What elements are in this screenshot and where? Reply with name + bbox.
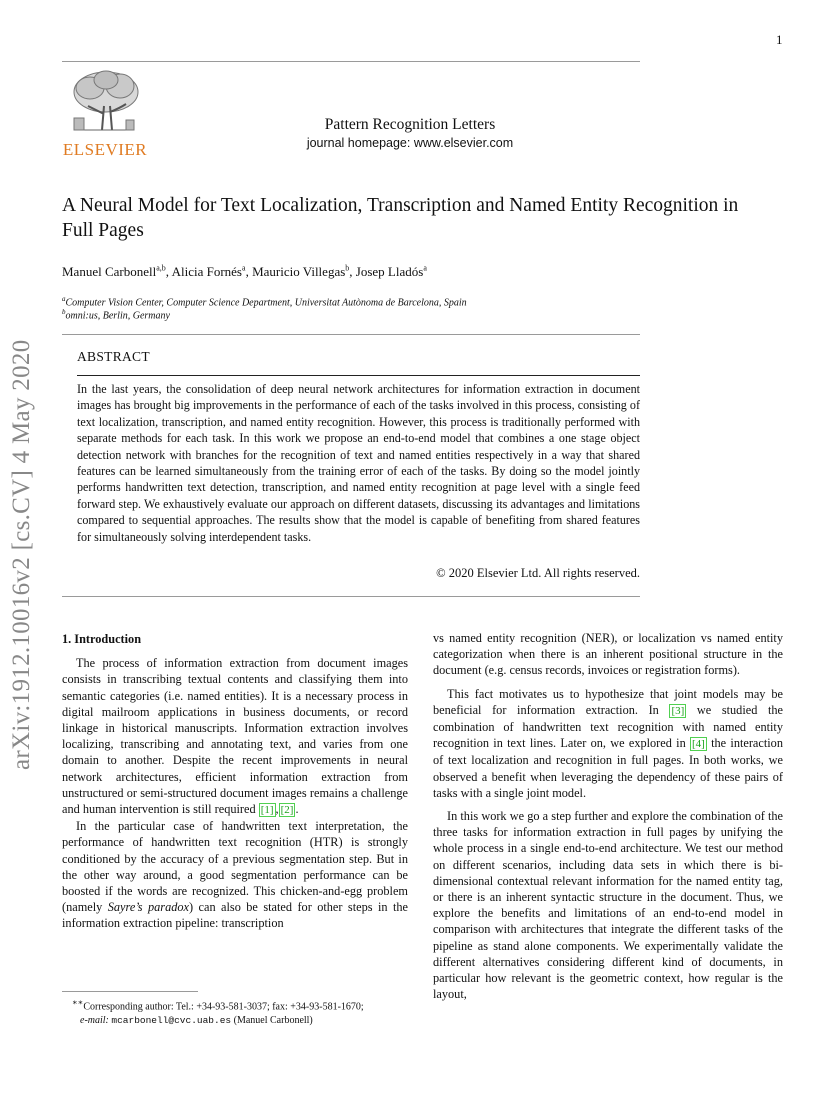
left-column (62, 631, 408, 932)
header-rule (62, 61, 640, 62)
author: Mauricio Villegas$^b$, (252, 264, 356, 280)
author: Josep Lladós$^a$ (355, 264, 427, 280)
section-heading: 1. Introduction (62, 632, 142, 646)
affiliation-rule (62, 334, 640, 335)
journal-name: Pattern Recognition Letters (324, 116, 496, 133)
paragraph: In the particular case of handwritten text interpretation, the performance of handwritten text recognition (HTR) is strongly conditioned by the accuracy of a previous segmentation step. But in the other way around, a good segmentation performance can be boosted if the words are recognized. This chicken-and-egg problem (namely Sayre’s paradox) can also be stated for other steps in the information extraction pipeline: transcription (62, 819, 408, 931)
abstract-bottom-rule (62, 596, 640, 597)
author: Manuel Carbonell$^{a,b}$, (62, 264, 172, 280)
paragraph: This fact motivates us to hypothesize that joint models may be beneficial for information extraction. In [3] we studied the combination of handwritten text recognition with named entity recognition in text lines. Later on, we explored in [4] the interaction of text localization and recognition in full pages. In both works, we observed a benefit when leveraging the dependency of these pairs of tasks with a single joint model. (433, 686, 783, 800)
email-link[interactable]: mcarbonell@cvc.uab.es (111, 1015, 232, 1027)
citation-link[interactable]: [2] (280, 804, 294, 817)
affiliation: $^a$Computer Vision Center, Computer Science Department, Universitat Autònoma de Barcelona, Spain (62, 295, 467, 309)
affiliation: $^b$omni:us, Berlin, Germany (62, 308, 170, 322)
arxiv-id: arXiv:1912.10016v2 [cs.CV] 4 May 2020 (8, 339, 35, 770)
paper-title: A Neural Model for Text Localization, Transcription and Named Entity Recognition in Full Pages (62, 195, 739, 241)
footnote: ∗∗Corresponding author: Tel.: +34-93-581-3037; fax: +34-93-581-1670; e-mail: mcarbonell@cvc.uab.es (Manuel Carbonell) (72, 998, 364, 1027)
abstract-heading: ABSTRACT (77, 349, 150, 364)
elsevier-logo-text: ELSEVIER (62, 140, 148, 159)
right-column (433, 630, 783, 1002)
abstract-rule (77, 375, 640, 376)
paragraph: vs named entity recognition (NER), or localization vs named entity categorization when there is an inherent positional structure in the document (e.g. census records, invoices or registration forms). (433, 631, 783, 678)
journal-homepage[interactable]: journal homepage: www.elsevier.com (306, 136, 514, 150)
citation-link[interactable]: [3] (671, 704, 685, 717)
citation-link[interactable]: [1] (260, 804, 274, 817)
paragraph: In this work we go a step further and explore the combination of the three tasks for information extraction in full pages by unifying the whole process in a single end-to-end architecture. We test our method on different scenarios, including data sets in which there is bi-dimensional contextual relevant information for the named entity tag, or there is an inherent syntactic structure in the document. Thus, we explore the benefits and limitations of an end-to-end model in comparison with architectures that integrate the different tasks of the pipeline as stand alone components. We experimentally validate the different alternatives considering different kind of documents, in particular how relevant is the geometric context, how regular is the layout, (433, 809, 783, 1002)
copyright-notice: © 2020 Elsevier Ltd. All rights reserved. (436, 566, 640, 580)
elsevier-tree-logo (60, 66, 150, 140)
footnote-rule (62, 991, 198, 992)
author: Alicia Fornés$^a$, (171, 264, 253, 280)
author-list (62, 264, 427, 280)
paragraph: The process of information extraction from document images consists in transcribing textual contents and classifying them into semantic categories (i.e. named entities). It is a necessary process in digital mailroom applications in business documents, or record linkage in historical manuscripts. Information extraction involves localizing, transcribing and annotating text, and varies from one domain to another. Despite the recent improvements in neural network architectures, efficient information extraction from unstructured or semi-structured document images remains a challenge and human intervention is still required [1] , [2] . (62, 656, 408, 817)
abstract-text: In the last years, the consolidation of deep neural network architectures for information extraction in document images has brought big improvements in the performance of each of the tasks involved in this process, consisting of text localization, transcription, and named entity recognition. However, this process is traditionally performed with separate methods for each task. In this work we propose an end-to-end model that combines a one stage object detection network with branches for the recognition of text and named entities respectively in a way that shared features can be learned simultaneously from the training error of each of the tasks. By doing so the model jointly performs handwritten text detection, transcription, and named entity recognition at page level with a single feed forward step. We exhaustively evaluate our approach on different datasets, discussing its advantages and limitations compared to sequential approaches. The results show that the model is capable of benefiting from shared features for simultaneously solving interdependent tasks. (77, 382, 640, 544)
page-number: 1 (776, 32, 783, 47)
citation-link[interactable]: [4] (692, 738, 705, 751)
